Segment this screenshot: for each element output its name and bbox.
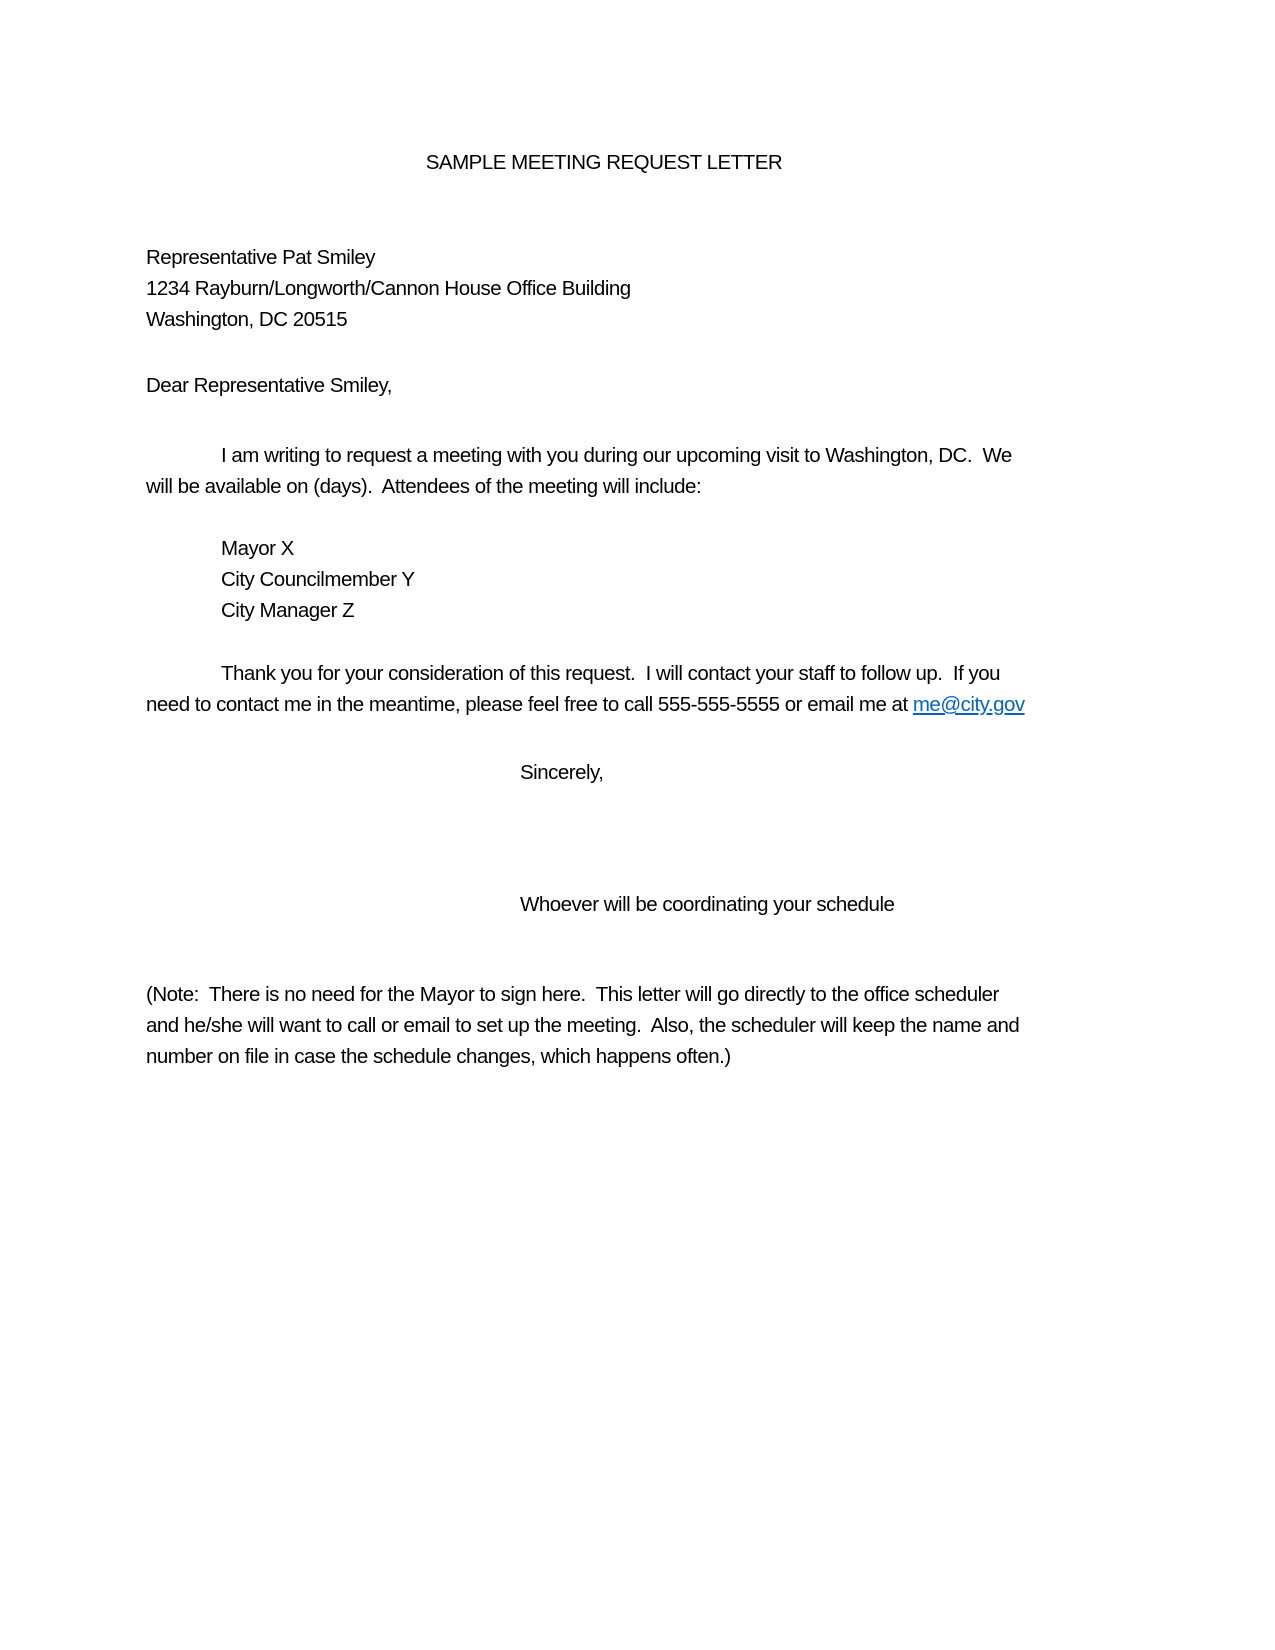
closing: Sincerely, [520, 761, 604, 784]
paragraph-contact-line-2 [146, 689, 1275, 720]
recipient-city: Washington, DC 20515 [146, 308, 348, 331]
salutation: Dear Representative Smiley, [146, 374, 392, 397]
signature-name: Whoever will be coordinating your schedule [520, 893, 895, 916]
recipient-street: 1234 Rayburn/Longworth/Cannon House Office Building [146, 277, 631, 300]
note-line-2: and he/she will want to call or email to set up the meeting. Also, the scheduler will keep the name and [146, 1014, 1020, 1037]
recipient-name: Representative Pat Smiley [146, 246, 376, 269]
attendee-item-councilmember: City Councilmember Y [221, 568, 415, 591]
note-line-1: (Note: There is no need for the Mayor to sign here. This letter will go directly to the office scheduler [146, 983, 999, 1006]
note-paragraph [146, 979, 1275, 1072]
body-paragraph-contact [146, 658, 1275, 720]
body-paragraph-request [146, 440, 1275, 502]
note-line-3: number on file in case the schedule changes, which happens often.) [146, 1045, 731, 1068]
attendee-list [221, 533, 1275, 626]
letter-title: SAMPLE MEETING REQUEST LETTER [425, 151, 783, 174]
email-link[interactable]: me@city.gov [912, 693, 1025, 716]
paragraph-contact-line-2-text: need to contact me in the meantime, please feel free to call 555-555-5555 or email me at [146, 693, 913, 716]
paragraph-contact-line-1: Thank you for your consideration of this request. I will contact your staff to follow up. If you [221, 662, 1001, 685]
recipient-address [146, 242, 1275, 335]
paragraph-request-line-2: will be available on (days). Attendees of the meeting will include: [146, 475, 702, 498]
paragraph-request-line-1: I am writing to request a meeting with you during our upcoming visit to Washington, DC. We [221, 444, 1012, 467]
attendee-item-mayor: Mayor X [221, 537, 294, 560]
attendee-item-manager: City Manager Z [221, 599, 355, 622]
